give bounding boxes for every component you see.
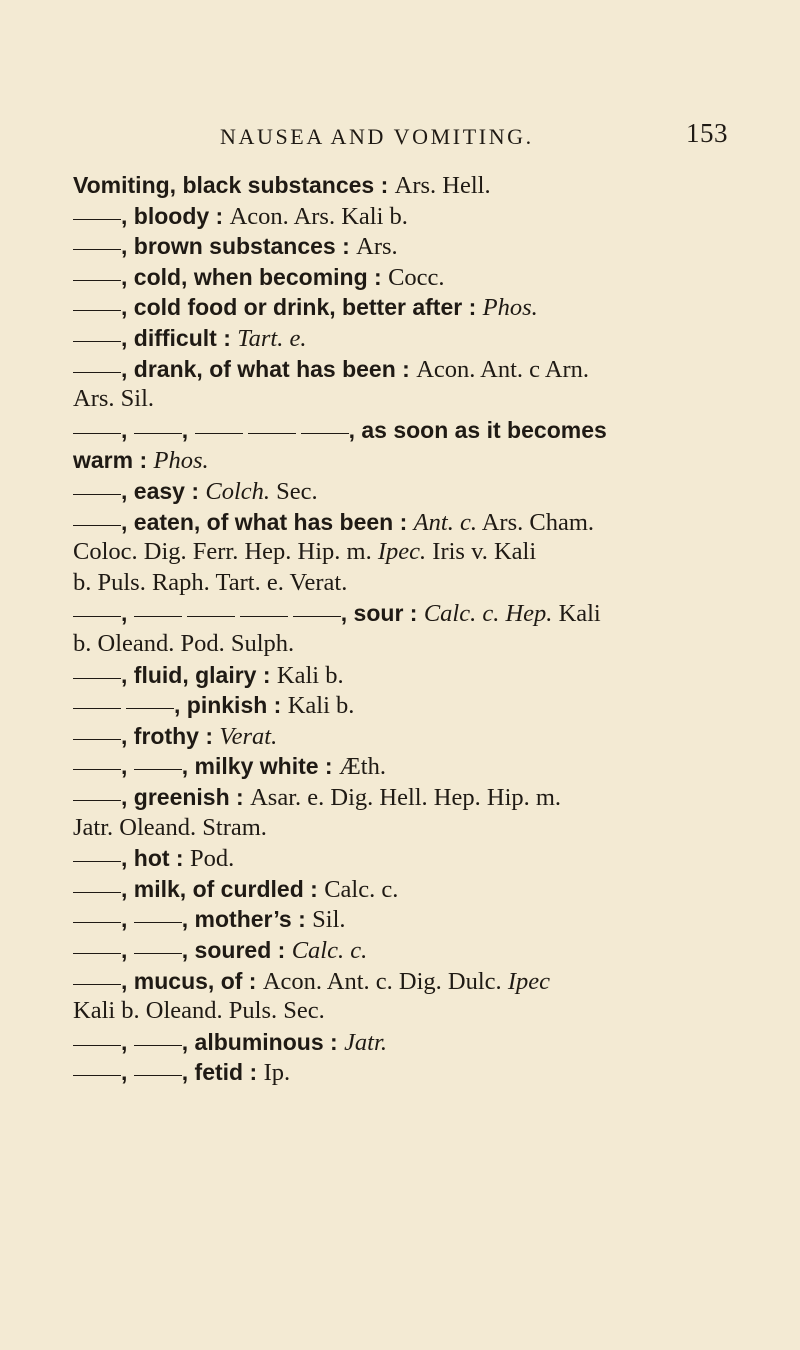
remedy-text: Ant. c. — [413, 509, 477, 536]
symptom-text: , — [181, 417, 195, 443]
remedy-text: Kali b. — [276, 662, 344, 689]
symptom-text: , soured : — [181, 937, 292, 963]
remedy-text: Sil. — [312, 906, 346, 933]
ditto-dash — [73, 1045, 121, 1047]
remedy-text: Jatr. — [344, 1029, 387, 1056]
remedy-text: Iris v. Kali — [426, 538, 537, 565]
entry-line — [73, 1027, 387, 1057]
ditto-dash — [73, 525, 121, 527]
remedy-text: Calc. c. — [324, 876, 399, 903]
remedy-text: Ars. Hell. — [394, 172, 491, 199]
symptom-text: , hot : — [121, 845, 190, 871]
page-header — [0, 118, 800, 162]
remedy-text: Phos. — [482, 294, 538, 321]
symptom-text: Vomiting, black substances : — [73, 172, 395, 198]
entry-line — [73, 354, 589, 384]
remedy-text: Ars. Sil. — [73, 385, 155, 412]
running-title: NAUSEA AND VOMITING. — [220, 124, 534, 149]
symptom-text: , difficult : — [121, 325, 238, 351]
remedy-text: Sec. — [270, 478, 318, 505]
symptom-text: , frothy : — [121, 723, 220, 749]
symptom-text: , sour : — [340, 600, 424, 626]
symptom-text: , brown substances : — [121, 233, 357, 259]
symptom-text: , — [121, 753, 134, 779]
entry-line — [73, 262, 445, 292]
remedy-text: Calc. c. Hep. — [423, 600, 553, 627]
symptom-text: , — [121, 1029, 134, 1055]
entry-continuation — [73, 813, 267, 843]
entry-line — [73, 476, 318, 506]
ditto-dash — [73, 341, 121, 343]
ditto-dash — [73, 310, 121, 312]
symptom-text: , albuminous : — [181, 1029, 345, 1055]
entry-continuation — [73, 568, 347, 598]
symptom-text: warm : — [73, 447, 154, 473]
entry-line — [73, 415, 607, 445]
ditto-dash — [73, 800, 121, 802]
symptom-text: , drank, of what has been : — [121, 356, 417, 382]
ditto-dash — [73, 984, 121, 986]
entry-line — [73, 660, 344, 690]
remedy-text: Coloc. Dig. Ferr. Hep. Hip. m. — [73, 538, 378, 565]
ditto-dash — [134, 1075, 182, 1077]
entry-continuation — [73, 445, 209, 475]
symptom-text: , cold, when becoming : — [121, 264, 389, 290]
entry-line — [73, 904, 346, 934]
symptom-text: , — [121, 906, 134, 932]
ditto-dash — [73, 922, 121, 924]
remedy-text: Kali b. Oleand. Puls. Sec. — [73, 997, 325, 1024]
ditto-dash — [134, 433, 182, 435]
remedy-text: Ars. Cham. — [476, 509, 595, 536]
entry-line — [73, 843, 234, 873]
entry-line — [73, 323, 306, 353]
entry-line — [73, 170, 491, 200]
remedy-text: Phos. — [153, 447, 209, 474]
ditto-dash — [134, 769, 182, 771]
entry-line — [73, 935, 367, 965]
ditto-dash — [73, 1075, 121, 1077]
symptom-text: , — [121, 600, 134, 626]
entry-line — [73, 721, 277, 751]
ditto-dash — [301, 433, 349, 435]
ditto-dash — [73, 280, 121, 282]
symptom-text: , cold food or drink, better after : — [121, 294, 483, 320]
ditto-dash — [73, 219, 121, 221]
symptom-text: , eaten, of what has been : — [121, 509, 414, 535]
symptom-text: , — [121, 1059, 134, 1085]
remedy-text: Ipec — [507, 968, 550, 995]
entry-continuation — [73, 537, 536, 567]
entry-line — [73, 598, 601, 628]
symptom-text: , mother’s : — [181, 906, 313, 932]
remedy-text: Ars. — [356, 233, 398, 260]
ditto-dash — [240, 616, 288, 618]
symptom-text: , fetid : — [181, 1059, 264, 1085]
symptom-text: , bloody : — [121, 203, 230, 229]
symptom-text: , fluid, glairy : — [121, 662, 277, 688]
symptom-text: , greenish : — [121, 784, 251, 810]
remedy-text: b. Puls. Raph. Tart. e. Verat. — [73, 569, 348, 596]
symptom-text: , pinkish : — [174, 692, 288, 718]
remedy-text: Cocc. — [388, 264, 445, 291]
entry-line — [73, 966, 550, 996]
remedy-text: Jatr. Oleand. Stram. — [73, 814, 267, 841]
remedy-text: Æth. — [339, 753, 386, 780]
ditto-dash — [134, 922, 182, 924]
ditto-dash — [73, 739, 121, 741]
remedy-text: Kali — [552, 600, 601, 627]
entry-line — [73, 507, 594, 537]
remedy-text: b. Oleand. Pod. Sulph. — [73, 630, 295, 657]
remedy-text: Acon. Ars. Kali b. — [229, 203, 408, 230]
page-number: 153 — [686, 118, 728, 148]
ditto-dash — [73, 372, 121, 374]
ditto-dash — [134, 1045, 182, 1047]
remedy-text: Asar. e. Dig. Hell. Hep. Hip. m. — [250, 784, 562, 811]
ditto-dash — [134, 953, 182, 955]
symptom-text: , — [121, 417, 134, 443]
ditto-dash — [195, 433, 243, 435]
entry-continuation — [73, 629, 294, 659]
entry-line — [73, 231, 398, 261]
ditto-dash — [73, 678, 121, 680]
entry-line — [73, 874, 398, 904]
remedy-text: Calc. c. — [291, 937, 368, 964]
symptom-text: , — [121, 937, 134, 963]
ditto-dash — [293, 616, 341, 618]
ditto-dash — [126, 708, 174, 710]
entry-line — [73, 690, 354, 720]
entry-line — [73, 1057, 290, 1087]
symptom-text: , milky white : — [181, 753, 339, 779]
ditto-dash — [73, 249, 121, 251]
entry-continuation — [73, 384, 154, 414]
entry-line — [73, 782, 561, 812]
remedy-text: Acon. Ant. c. Dig. Dulc. — [262, 968, 508, 995]
remedy-text: Ip. — [263, 1059, 291, 1086]
ditto-dash — [73, 892, 121, 894]
remedy-text: Ipec. — [377, 538, 427, 565]
ditto-dash — [248, 433, 296, 435]
ditto-dash — [187, 616, 235, 618]
ditto-dash — [73, 708, 121, 710]
remedy-text: Colch. — [205, 478, 271, 505]
symptom-text: , milk, of curdled : — [121, 876, 325, 902]
ditto-dash — [73, 494, 121, 496]
remedy-text: Tart. e. — [237, 325, 307, 352]
entry-line — [73, 292, 538, 322]
ditto-dash — [73, 861, 121, 863]
ditto-dash — [73, 953, 121, 955]
entry-line — [73, 201, 408, 231]
entry-continuation — [73, 996, 325, 1026]
symptom-text: , mucus, of : — [121, 968, 263, 994]
remedy-text: Pod. — [189, 845, 235, 872]
remedy-text: Acon. Ant. c Arn. — [416, 356, 590, 383]
ditto-dash — [73, 769, 121, 771]
symptom-text: , as soon as it becomes — [348, 417, 607, 443]
ditto-dash — [73, 616, 121, 618]
symptom-text: , easy : — [121, 478, 206, 504]
remedy-text: Kali b. — [287, 692, 355, 719]
ditto-dash — [134, 616, 182, 618]
ditto-dash — [73, 433, 121, 435]
entry-line — [73, 751, 386, 781]
remedy-text: Verat. — [219, 723, 278, 750]
